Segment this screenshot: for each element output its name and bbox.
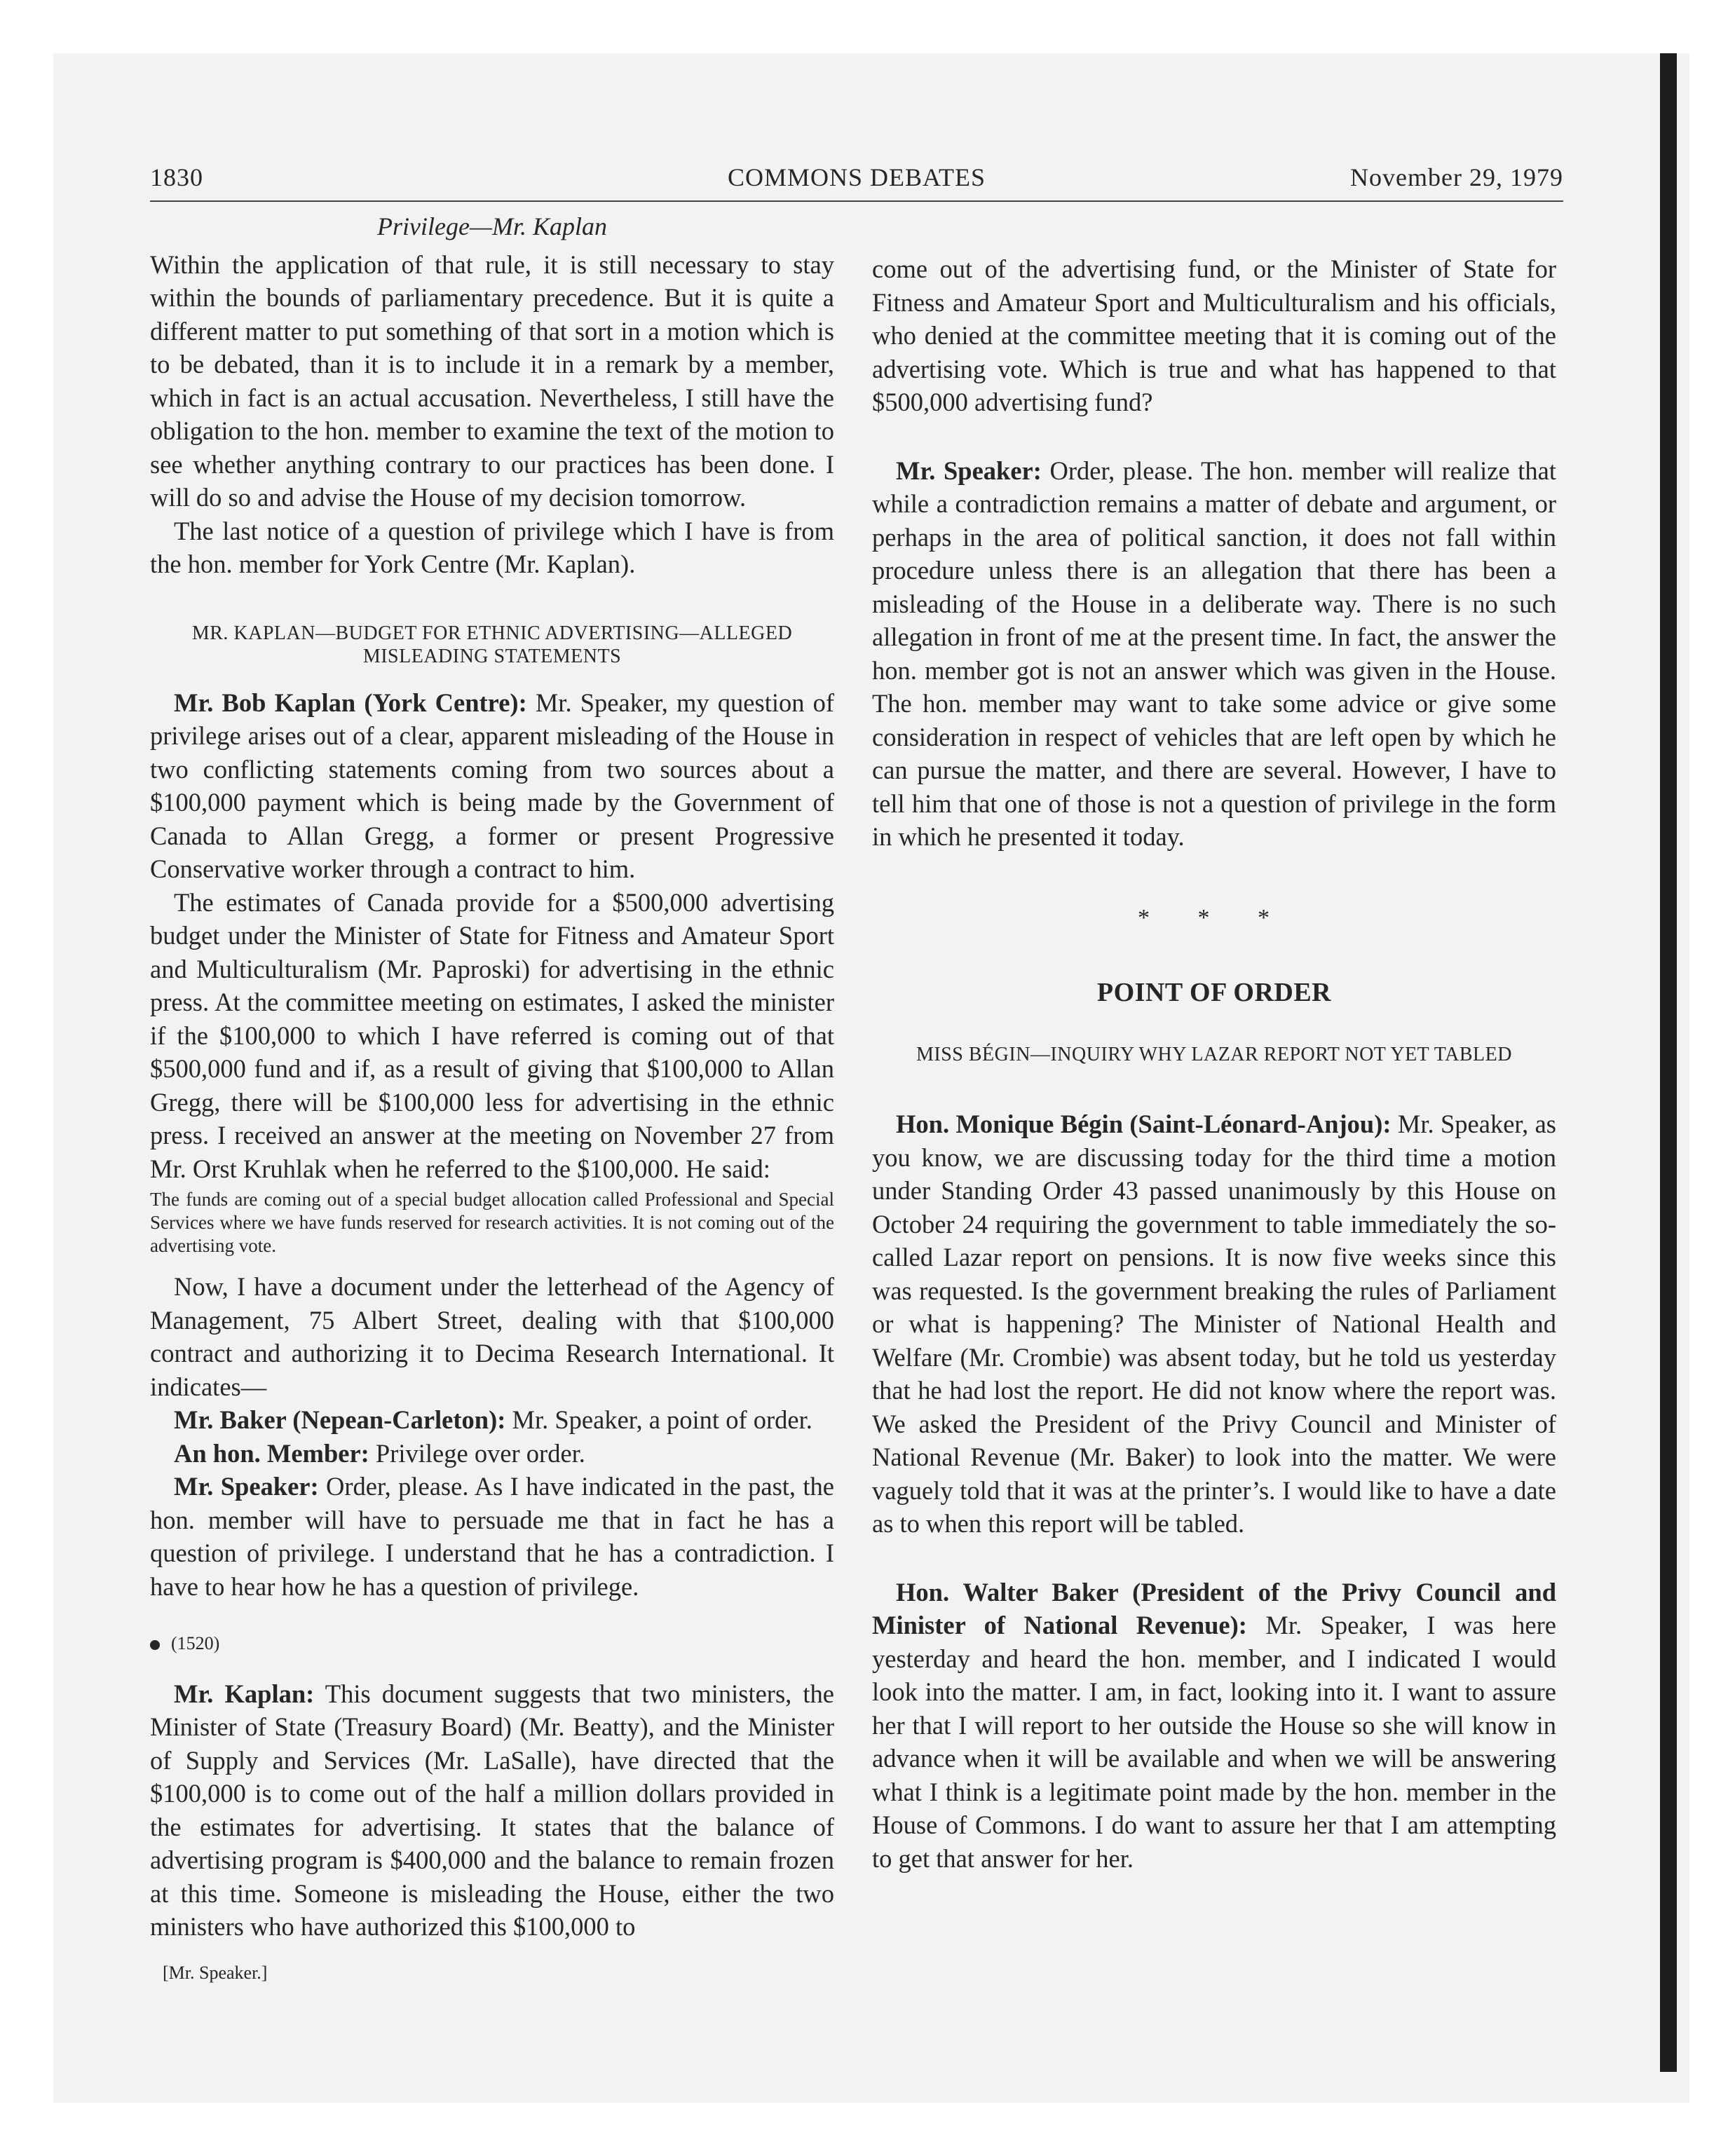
right-column: [872, 252, 1556, 1875]
speaker-name: Mr. Speaker:: [174, 1472, 319, 1501]
speech-text: Mr. Speaker, as you know, we are discussing today for the third time a motion under Standing Order 43 passed unanimously by this House on October 24 requiring the government to table immediately the so-called Lazar report on pensions. It is now five weeks since this was requested. Is the government breaking the rules of Parliament or what is happening? The Minister of National Health and Welfare (Mr. Crombie) was absent today, but he told us yesterday that he had lost the report. He did not know where the report was. We asked the President of the Privy Council and Minister of National Revenue (Mr. Baker) to look into the matter. We were vaguely told that it was at the printer’s. I would like to have a date as to when this report will be tabled.: [872, 1110, 1556, 1538]
speech-paragraph: [150, 1677, 834, 1944]
speech-paragraph: [872, 1576, 1556, 1876]
paragraph: The estimates of Canada provide for a $500,000 advertising budget under the Minister of State for Fitness and Amateur Sport and Multiculturalism (Mr. Paproski) for advertising in the ethnic press. At the committee meeting on estimates, I asked the minister if the $100,000 to which I have referred is coming out of that $500,000 fund and if, as a result of giving that $100,000 to Allan Gregg, there will be $100,000 less for advertising in the ethnic press. I received an answer at the meeting on November 27 from Mr. Orst Kruhlak when he referred to the $100,000. He said:: [150, 887, 834, 1183]
continuation-note: [Mr. Speaker.]: [163, 1962, 268, 1983]
debate-subheading: MR. KAPLAN—BUDGET FOR ETHNIC ADVERTISING—ALLEGED MISLEADING STATEMENTS: [191, 622, 793, 667]
speech-paragraph: [872, 1107, 1556, 1541]
scan-edge-shadow: [1660, 53, 1677, 2072]
page-header: [150, 163, 1563, 202]
speaker-name: Hon. Monique Bégin (Saint-Léonard-Anjou):: [896, 1110, 1392, 1138]
speech-paragraph: [150, 1403, 834, 1437]
speech-text: Mr. Speaker, I was here yesterday and heard the hon. member, and I indicated I would look into the matter. I am, in fact, looking into it. I want to assure her that I will report to her outside the House so she will know in advance when it will be available and when we will be answering what I think is a legitimate point made by the hon. member in the House of Commons. I do want to assure her that I am attempting to get that answer for her.: [872, 1611, 1556, 1873]
paragraph: come out of the advertising fund, or the Minister of State for Fitness and Amateur Sport and Multiculturalism and his officials, who denied at the committee meeting that it is coming out of the advertising vote. Which is true and what has happened to that $500,000 advertising fund?: [872, 254, 1556, 416]
speech-text: Mr. Speaker, a point of order.: [505, 1405, 812, 1434]
page-date: November 29, 1979: [1350, 163, 1563, 191]
speech-text: Mr. Speaker, my question of privilege arises out of a clear, apparent misleading of the House in two conflicting statements coming from two sources about a $100,000 payment which is being made by the Government of Canada to Allan Gregg, a former or present Progressive Conservative worker through a contract to him.: [150, 688, 835, 883]
block-quote: The funds are coming out of a special budget allocation called Professional and Special Services where we have funds reserved for research activities. It is not coming out of the advertising vote.: [150, 1189, 834, 1256]
speaker-name: Mr. Bob Kaplan (York Centre):: [174, 688, 527, 717]
debate-subheading: MISS BÉGIN—INQUIRY WHY LAZAR REPORT NOT YET TABLED: [916, 1043, 1512, 1065]
speech-paragraph: [150, 1437, 834, 1471]
page-number: 1830: [150, 163, 203, 191]
speaker-name: An hon. Member:: [174, 1438, 369, 1468]
speaker-name: Mr. Baker (Nepean-Carleton):: [174, 1405, 506, 1434]
section-title: POINT OF ORDER: [1096, 978, 1332, 1007]
speech-paragraph: [150, 686, 834, 886]
speech-text: Order, please. The hon. member will realize that while a contradiction remains a matter of debate and argument, or perhaps in the area of political sanction, it does not fall within procedure unless there is an allegation that there has been a misleading of the House in a deliberate way. There is no such allegation in front of me at the present time. In fact, the answer the hon. member got is not an answer which was given in the House. The hon. member may want to take some advice or give some consideration in respect of vehicles that are left open by which he can pursue the matter, and there are several. However, I have to tell him that one of those is not a question of privilege in the form in which he presented it today.: [872, 456, 1556, 851]
speaker-name: Mr. Speaker:: [896, 456, 1042, 485]
speech-paragraph: [150, 1470, 834, 1603]
paragraph: Now, I have a document under the letterhead of the Agency of Management, 75 Albert Street, dealing with that $100,000 contract and authorizing it to Decima Research International. It indicates—: [150, 1272, 834, 1401]
publication-title: COMMONS DEBATES: [727, 163, 986, 191]
paragraph: Within the application of that rule, it is still necessary to stay within the bounds of parliamentary precedence. But it is quite a different matter to put something of that sort in a motion which is to be debated, than it is to include it in a remark by a member, which in fact is an actual accusation. Nevertheless, I still have the obligation to the hon. member to examine the text of the motion to see whether anything contrary to our practices has been done. I will do so and advise the House of my decision tomorrow.: [150, 250, 834, 512]
time-marker-text: (1520): [171, 1633, 220, 1653]
speaker-name: Mr. Kaplan:: [174, 1679, 315, 1708]
bullet-icon: [150, 1640, 160, 1650]
time-marker: [150, 1627, 834, 1660]
header-rule: [150, 200, 1563, 202]
speech-text: This document suggests that two ministers, the Minister of State (Treasury Board) (Mr. Beatty), and the Minister of Supply and Services (Mr. LaSalle), have directed that the $100,000 is to come out of the half a million dollars provided in the estimates for advertising. It states that the balance of advertising program is $400,000 and the balance to remain frozen at this time. Someone is misleading the House, either the two ministers who have authorized this $100,000 to: [150, 1679, 834, 1941]
section-break-stars: * * *: [1138, 904, 1291, 931]
left-column: [150, 210, 834, 1989]
speech-text: Privilege over order.: [369, 1438, 585, 1468]
running-head: Privilege—Mr. Kaplan: [377, 212, 607, 240]
speech-text: Order, please. As I have indicated in the past, the hon. member will have to persuade me that in fact he has a question of privilege. I understand that he has a contradiction. I have to hear how he has a question of privilege.: [150, 1472, 834, 1601]
speech-paragraph: [872, 454, 1556, 854]
paragraph: The last notice of a question of privilege which I have is from the hon. member for York Centre (Mr. Kaplan).: [150, 516, 834, 578]
speaker-name: Hon. Walter Baker (President of the Privy Council and Minister of National Revenue):: [872, 1577, 1556, 1639]
